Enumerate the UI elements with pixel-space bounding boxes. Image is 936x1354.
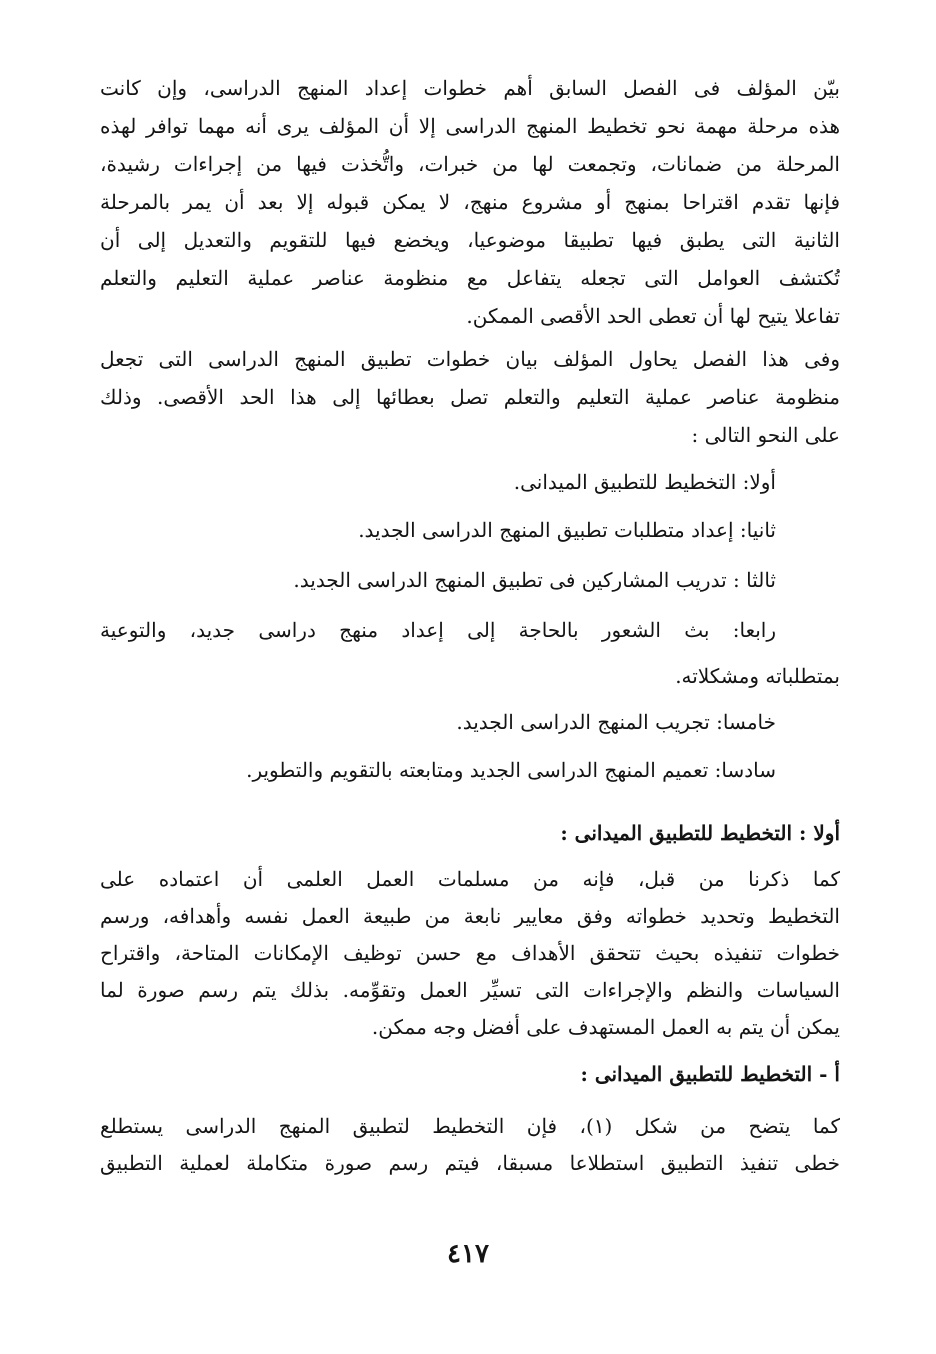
- paragraph-line: على النحو التالى :: [691, 423, 840, 447]
- list-item: رابعا: بث الشعور بالحاجة إلى إعداد منهج دراسى جديد، والتوعية: [100, 618, 776, 642]
- paragraph-line: تفاعلا يتيح لها أن تعطى الحد الأقصى الممكن.: [466, 304, 840, 328]
- paragraph-line: خطوات تنفيذه بحيث تتحقق الأهداف مع حسن توظيف الإمكانات المتاحة، واقتراح: [100, 941, 840, 965]
- list-item: ثانيا: إعداد متطلبات تطبيق المنهج الدراسى الجديد.: [358, 518, 776, 542]
- paragraph-line: كما يتضح من شكل (١)، فإن التخطيط لتطبيق المنهج الدراسى يستطلع: [100, 1114, 840, 1138]
- paragraph-line: الثانية التى يطبق فيها تطبيقا موضوعيا، ويخضع فيها للتقويم والتعديل إلى أن: [100, 228, 840, 252]
- list-item: أولا: التخطيط للتطبيق الميدانى.: [513, 470, 776, 494]
- paragraph-line: بيّن المؤلف فى الفصل السابق أهم خطوات إعداد المنهج الدراسى، وإن كانت: [100, 76, 840, 100]
- list-item: ثالثا : تدريب المشاركين فى تطبيق المنهج الدراسى الجديد.: [293, 568, 776, 592]
- list-item-continuation: بمتطلباته ومشكلاته.: [675, 664, 840, 688]
- paragraph-line: التخطيط وتحديد خطواته وفق معايير نابعة من طبيعة العمل نفسه وأهدافه، ورسم: [100, 904, 840, 928]
- subsection-heading: أ - التخطيط للتطبيق الميدانى :: [580, 1062, 840, 1086]
- paragraph-line: خطى تنفيذ التطبيق استطلاعا مسبقا، فيتم رسم صورة متكاملة لعملية التطبيق: [100, 1151, 840, 1175]
- paragraph-line: السياسات والنظم والإجراءات التى تسيِّر العمل وتقوِّمه. بذلك يتم رسم صورة لما: [100, 978, 840, 1002]
- paragraph-line: منظومة عناصر عملية التعليم والتعلم تصل بعطائها إلى هذا الحد الأقصى. وذلك: [100, 385, 840, 409]
- paragraph-line: يمكن أن يتم به العمل المستهدف على أفضل وجه ممكن.: [371, 1015, 840, 1039]
- paragraph-line: المرحلة من ضمانات، وتجمعت لها من خبرات، واتُّخذت فيها من إجراءات رشيدة،: [100, 152, 840, 176]
- section-heading: أولا : التخطيط للتطبيق الميدانى :: [560, 821, 840, 845]
- list-item: سادسا: تعميم المنهج الدراسى الجديد ومتابعته بالتقويم والتطوير.: [246, 758, 776, 782]
- paragraph-line: تُكتشف العوامل التى تجعله يتفاعل مع منظومة عناصر عملية التعليم والتعلم: [100, 266, 840, 290]
- list-item: خامسا: تجريب المنهج الدراسى الجديد.: [456, 710, 776, 734]
- paragraph-line: فإنها تقدم اقتراحا بمنهج أو مشروع منهج، لا يمكن قبوله إلا بعد أن يمر بالمرحلة: [100, 190, 840, 214]
- page-number: ٤١٧: [447, 1239, 489, 1269]
- paragraph-line: وفى هذا الفصل يحاول المؤلف بيان خطوات تطبيق المنهج الدراسى التى تجعل: [100, 347, 840, 371]
- paragraph-line: هذه مرحلة مهمة نحو تخطيط المنهج الدراسى إلا أن المؤلف يرى أنه مهما توافر لهذه: [100, 114, 840, 138]
- paragraph-line: كما ذكرنا من قبل، فإنه من مسلمات العمل العلمى أن اعتماده على: [100, 867, 840, 891]
